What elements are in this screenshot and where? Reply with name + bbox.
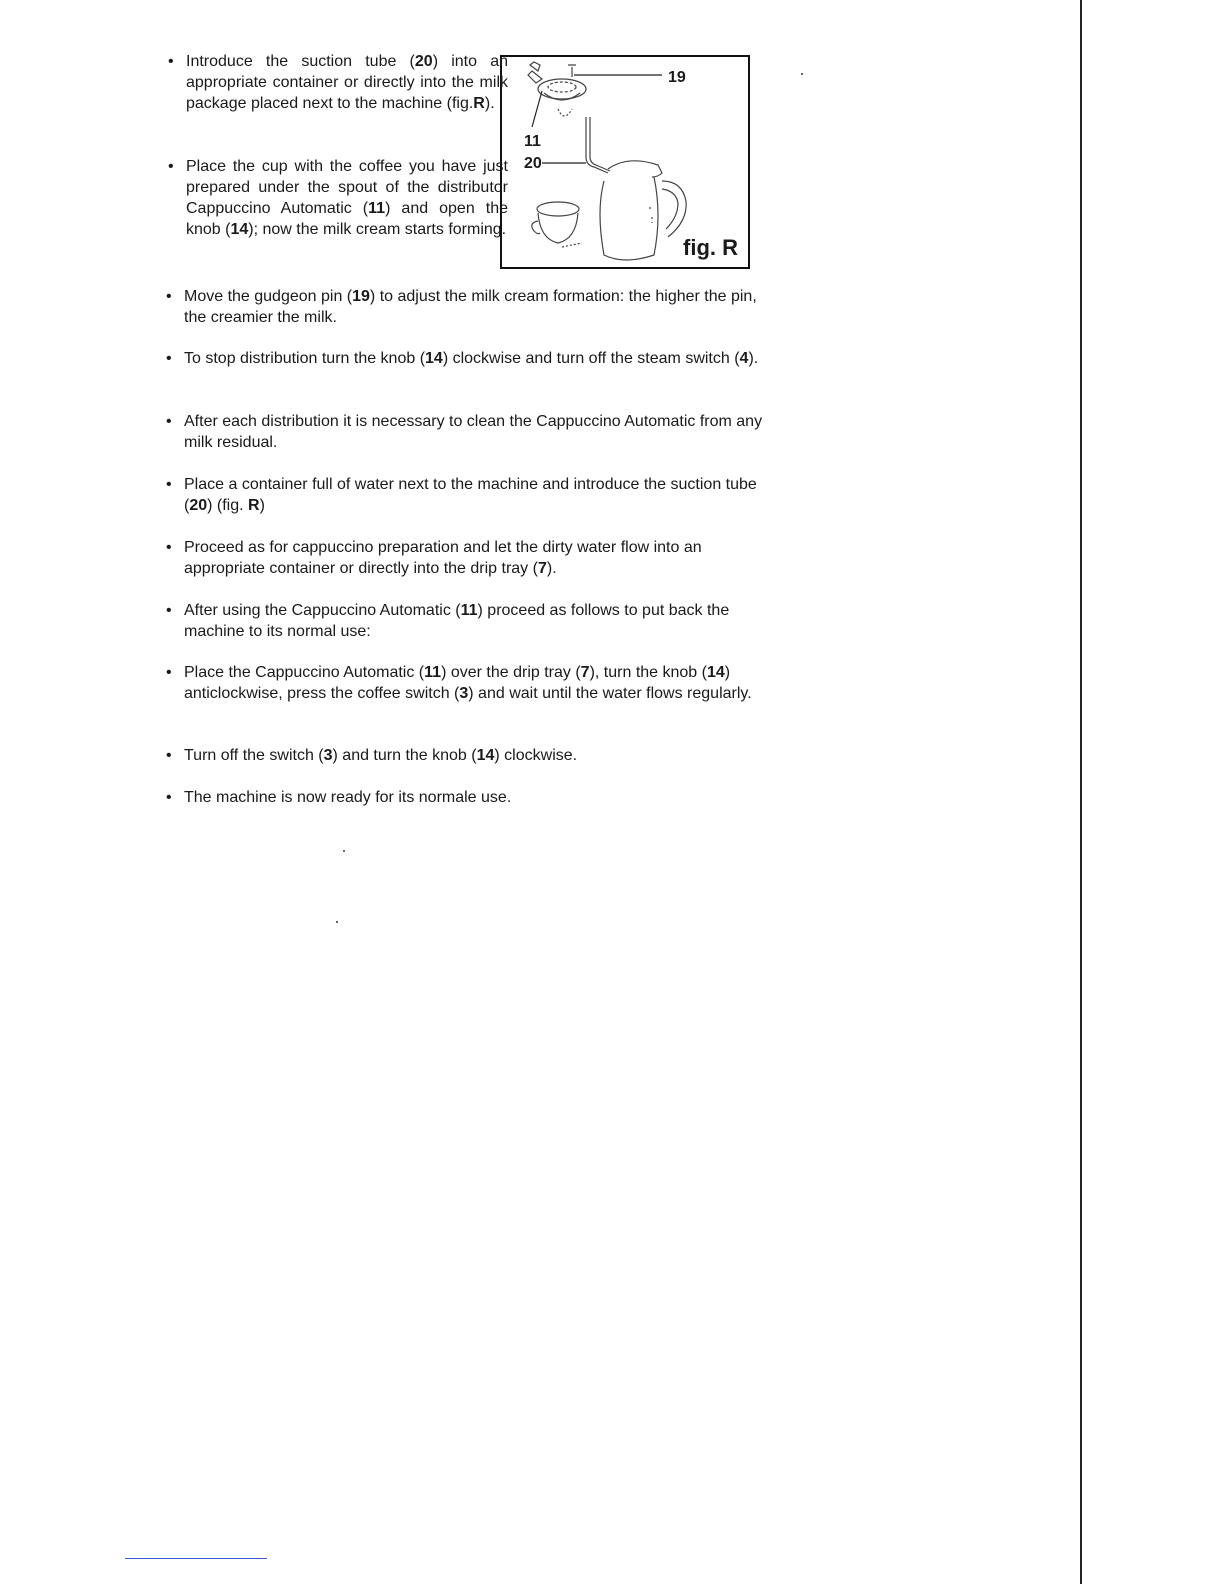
- instruction-item: • After using the Cappuccino Automatic (11) proceed as follows to put back the machine to its normal use:: [166, 600, 774, 642]
- instruction-item: • Place the Cappuccino Automatic (11) over the drip tray (7), turn the knob (14) anticlockwise, press the coffee switch (3) and wait until the water flows regularly.: [166, 662, 774, 704]
- scan-speck: [336, 921, 338, 923]
- label-20: 20: [524, 155, 542, 172]
- instruction-item: • Proceed as for cappuccino preparation and let the dirty water flow into an appropriate container or directly into the drip tray (7).: [166, 537, 774, 579]
- label-19: 19: [668, 69, 686, 86]
- label-11: 11: [524, 133, 541, 150]
- instruction-item: • Place the cup with the coffee you have just prepared under the spout of the distributor Cappuccino Automatic (11) and open the knob (14); now the milk cream starts forming.: [168, 156, 508, 240]
- scan-speck: [343, 850, 345, 852]
- scan-speck: [801, 73, 803, 75]
- instruction-item: • The machine is now ready for its normale use.: [166, 787, 774, 808]
- instruction-item: • Turn off the switch (3) and turn the knob (14) clockwise.: [166, 745, 774, 766]
- instruction-item: • After each distribution it is necessary to clean the Cappuccino Automatic from any milk residual.: [166, 411, 774, 453]
- instruction-item: • Move the gudgeon pin (19) to adjust the milk cream formation: the higher the pin, the creamier the milk.: [166, 286, 774, 328]
- gudgeon-pin-part: [530, 62, 540, 71]
- instruction-item: • Place a container full of water next to the machine and introduce the suction tube (20) (fig. R): [166, 474, 774, 516]
- page-edge-rule: [1080, 0, 1082, 1584]
- figure-caption: fig. R: [683, 235, 738, 260]
- instruction-item: • To stop distribution turn the knob (14) clockwise and turn off the steam switch (4).: [166, 348, 774, 369]
- instruction-item: • Introduce the suction tube (20) into an appropriate container or directly into the milk package placed next to the machine (fig.R).: [168, 51, 508, 114]
- footer-rule: [125, 1558, 267, 1559]
- figure-r: [500, 55, 750, 269]
